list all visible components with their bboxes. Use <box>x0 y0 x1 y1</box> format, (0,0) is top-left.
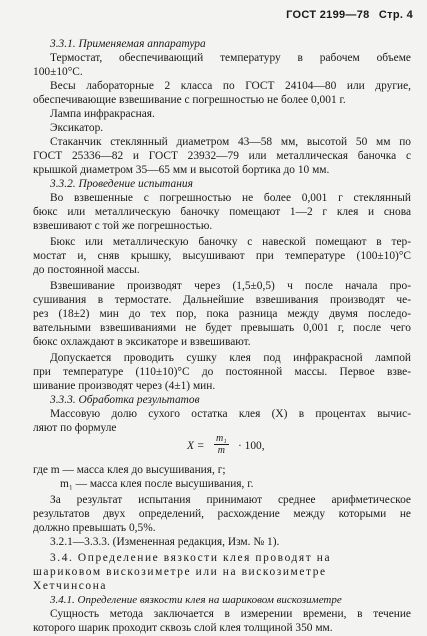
text-line: шивание производят через (4±1) мин. <box>33 380 216 392</box>
text-line: ГОСТ 25336—82 и ГОСТ 23932—79 или металлическая баночка с <box>33 150 411 162</box>
page-number: Стр. 4 <box>378 9 413 21</box>
text-line: обеспечивающие взвешивание с погрешностью не более 0,001 г. <box>33 94 346 106</box>
formula-numerator: m₁ <box>216 433 227 444</box>
text-line: при температуре (110±10)°С до постоянной массы. Первое взве- <box>33 366 411 378</box>
text-line: Сущность метода заключается в измерении времени, в течение <box>50 608 411 620</box>
text-line: сушивания в термостате. Дальнейшие взвешивания производят че- <box>33 294 411 306</box>
text-line: бюкс охлаждают в эксикаторе и взвешивают. <box>33 336 251 348</box>
text-line: За результат испытания принимают среднее арифметическое <box>50 494 411 506</box>
text-line: Эксикатор. <box>50 122 104 134</box>
section-title: 3.3.1. Применяемая аппаратура <box>50 38 206 50</box>
text-line: Термостат, обеспечивающий температуру в рабочем объеме <box>50 52 411 64</box>
text-line: ляют по формуле <box>33 422 117 434</box>
text-line: Допускается проводить сушку клея под инфракрасной лампой <box>50 352 411 364</box>
section-title: 3.3.3. Обработка результатов <box>50 394 200 406</box>
text-line: Во взвешенные с погрешностью не более 0,001 г стеклянный <box>50 192 411 204</box>
text-line: где m — масса клея до высушивания, г; <box>33 464 226 476</box>
text-line: бюкс или металлическую баночку помещают 1—2 г клея и снова <box>33 206 411 218</box>
text-line: которого шарик проходит сквозь слой клея толщиной 350 мм. <box>33 622 333 634</box>
formula-denominator: m <box>217 445 225 456</box>
text-line: Лампа инфракрасная. <box>50 108 155 120</box>
text-line: Массовую долю сухого остатка клея (X) в процентах вычис- <box>50 408 411 420</box>
amendment-note: 3.2.1—3.3.3. (Измененная редакция, Изм. № 1). <box>50 536 280 548</box>
text-line: Бюкс или металлическую баночку с навеской помещают в тер- <box>50 236 411 248</box>
text-line: результатов двух определений, расхождение между которыми не <box>33 508 411 520</box>
text-line: мостат и, сняв крышку, высушивают при температуре (100±10)°С <box>33 250 411 262</box>
formula-lhs: X = <box>187 440 205 452</box>
section-heading: 3.4. Определение вязкости клея проводят на <box>50 552 332 564</box>
text-line: 100±10°С. <box>33 66 83 78</box>
formula-fraction <box>214 433 229 456</box>
text-line: вательными взвешиваниями не будет превышать 0,001 г, после чего <box>33 322 411 334</box>
page-header <box>286 9 413 21</box>
text-line: крышкой диаметром 35—65 мм и высотой бортика до 10 мм. <box>33 164 330 176</box>
text-line: Весы лабораторные 2 класса по ГОСТ 24104—80 или другие, <box>50 80 411 92</box>
subsection-title: 3.4.1. Определение вязкости клея на шариковом вискозиметре <box>50 594 342 606</box>
section-heading: шариковом вискозиметре или на вискозиметре <box>33 566 327 578</box>
text-line: взвешивают с той же погрешностью. <box>33 220 213 232</box>
text-line: рез (18±2) мин до тех пор, пока разница между двумя последо- <box>33 308 411 320</box>
section-heading: Хетчинсона <box>33 580 108 592</box>
text-line: должно превышать 0,5%. <box>33 522 156 534</box>
standard-number: ГОСТ 2199—78 <box>286 9 370 21</box>
text-line: m₁ — масса клея после высушивания, г. <box>60 478 254 490</box>
formula-rhs: · 100, <box>238 440 265 452</box>
text-line: Взвешивание производят через (1,5±0,5) ч после начала про- <box>50 280 411 292</box>
section-title: 3.3.2. Проведение испытания <box>50 178 193 190</box>
text-line: до постоянной массы. <box>33 264 140 276</box>
text-line: Стаканчик стеклянный диаметром 43—58 мм, высотой 50 мм по <box>50 136 411 148</box>
